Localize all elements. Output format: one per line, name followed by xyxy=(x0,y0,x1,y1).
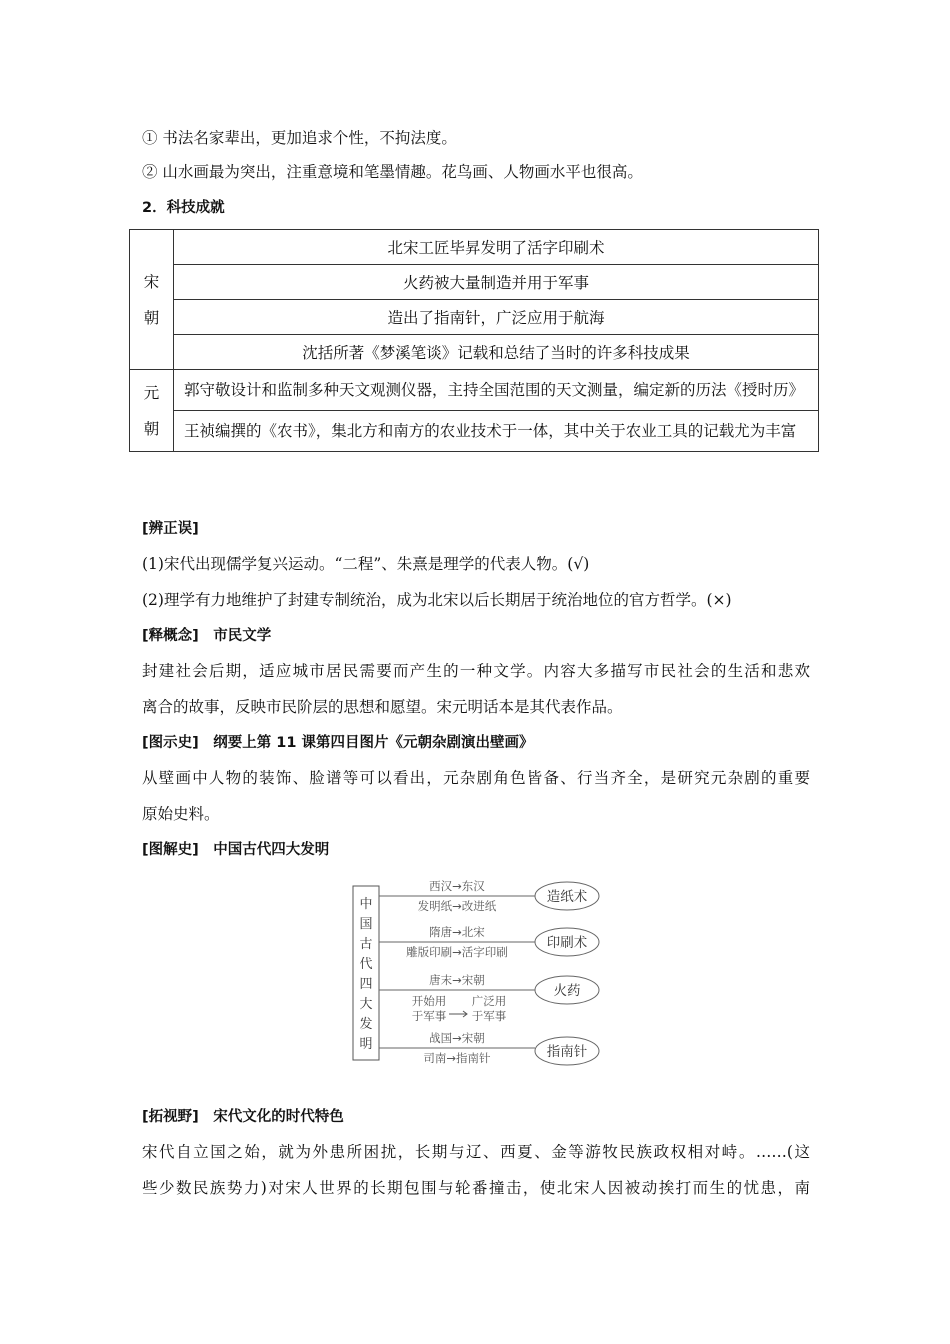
four-inventions-diagram xyxy=(345,874,605,1074)
table-row xyxy=(130,370,819,411)
tujieshi-tag: [图解史] 中国古代四大发明 xyxy=(142,842,330,858)
arrow-icon xyxy=(449,1011,467,1017)
bianzhengwu-q2: (2)理学有力地维护了封建专制统治，成为北宋以后长期居于统治地位的官方哲学。(×) xyxy=(142,591,732,609)
table-cell: 造出了指南针，广泛应用于航海 xyxy=(174,300,819,335)
diagram-left-char: 古 xyxy=(359,937,373,952)
branch-bottom-label: 于军事 xyxy=(471,1009,507,1023)
dynasty-label: 朝 xyxy=(143,419,160,438)
diagram-left-char: 大 xyxy=(359,997,373,1012)
table-row xyxy=(130,230,819,265)
tuoshiye-line1: 宋代自立国之始，就为外患所困扰，长期与辽、西夏、金等游牧民族政权相对峙。……(这 xyxy=(142,1143,810,1161)
tech-achievements-table xyxy=(129,229,819,452)
table-row xyxy=(130,300,819,335)
dynasty-label: 宋 xyxy=(143,272,160,291)
branch-top-label: 战国→宋朝 xyxy=(429,1031,485,1045)
table-cell: 王祯编撰的《农书》，集北方和南方的农业技术于一体，其中关于农业工具的记载尤为丰富 xyxy=(174,411,819,452)
diagram-left-char: 发 xyxy=(359,1017,373,1032)
branch-bottom-label: 发明纸→改进纸 xyxy=(417,899,497,913)
tuoshiye-tag: [拓视野] 宋代文化的时代特色 xyxy=(142,1109,344,1125)
tech-heading: 2．科技成就 xyxy=(142,200,225,216)
shigainian-line2: 离合的故事，反映市民阶层的思想和愿望。宋元明话本是其代表作品。 xyxy=(142,698,623,716)
art-painting-text: ② 山水画最为突出，注重意境和笔墨情趣。花鸟画、人物画水平也很高。 xyxy=(142,163,643,181)
table-row xyxy=(130,335,819,370)
shigainian-line1: 封建社会后期，适应城市居民需要而产生的一种文学。内容大多描写市民社会的生活和悲欢 xyxy=(142,662,810,680)
diagram-left-char: 国 xyxy=(359,917,373,932)
dynasty-label: 朝 xyxy=(143,308,160,327)
shigainian-tag: [释概念] 市民文学 xyxy=(142,628,272,644)
branch-top-label: 唐末→宋朝 xyxy=(429,973,485,987)
diagram-left-char: 中 xyxy=(359,897,373,912)
table-cell: 郭守敬设计和监制多种天文观测仪器，主持全国范围的天文测量，编定新的历法《授时历》 xyxy=(174,370,819,411)
table-cell: 火药被大量制造并用于军事 xyxy=(174,265,819,300)
branch-bottom-label: 雕版印刷→活字印刷 xyxy=(406,945,508,959)
node-label: 指南针 xyxy=(546,1044,588,1060)
branch-bottom-label: 于军事 xyxy=(411,1009,447,1023)
dynasty-label: 元 xyxy=(143,383,160,402)
tushishi-line2: 原始史料。 xyxy=(142,805,220,823)
node-label: 造纸术 xyxy=(546,889,588,905)
branch-bottom-label: 广泛用 xyxy=(471,994,507,1008)
tushishi-line1: 从壁画中人物的装饰、脸谱等可以看出，元杂剧角色皆备、行当齐全，是研究元杂剧的重要 xyxy=(142,769,810,787)
table-cell: 沈括所著《梦溪笔谈》记载和总结了当时的许多科技成果 xyxy=(174,335,819,370)
diagram-left-box xyxy=(353,886,379,1060)
table-cell: 北宋工匠毕昇发明了活字印刷术 xyxy=(174,230,819,265)
branch-bottom-label: 司南→指南针 xyxy=(423,1051,491,1065)
branch-bottom-label: 开始用 xyxy=(411,994,447,1008)
tushishi-tag: [图示史] 纲要上第 11 课第四目图片《元朝杂剧演出壁画》 xyxy=(142,735,534,751)
diagram-left-char: 明 xyxy=(359,1037,373,1052)
dynasty-song-cell xyxy=(130,230,174,370)
tuoshiye-line2: 些少数民族势力)对宋人世界的长期包围与轮番撞击，使北宋人因被动挨打而生的忧患，南 xyxy=(142,1179,810,1197)
diagram-left-char: 代 xyxy=(359,957,373,972)
art-calligraphy-text: ① 书法名家辈出，更加追求个性，不拘法度。 xyxy=(142,129,457,147)
bianzhengwu-tag: [辨正误] xyxy=(142,521,199,537)
dynasty-yuan-cell xyxy=(130,370,174,452)
node-label: 印刷术 xyxy=(546,935,588,951)
branch-top-label: 隋唐→北宋 xyxy=(429,925,485,939)
diagram-left-char: 四 xyxy=(359,977,373,992)
table-row xyxy=(130,411,819,452)
table-row xyxy=(130,265,819,300)
node-label: 火药 xyxy=(553,983,581,999)
bianzhengwu-q1: (1)宋代出现儒学复兴运动。“二程”、朱熹是理学的代表人物。(√) xyxy=(142,555,590,573)
branch-top-label: 西汉→东汉 xyxy=(429,879,485,893)
